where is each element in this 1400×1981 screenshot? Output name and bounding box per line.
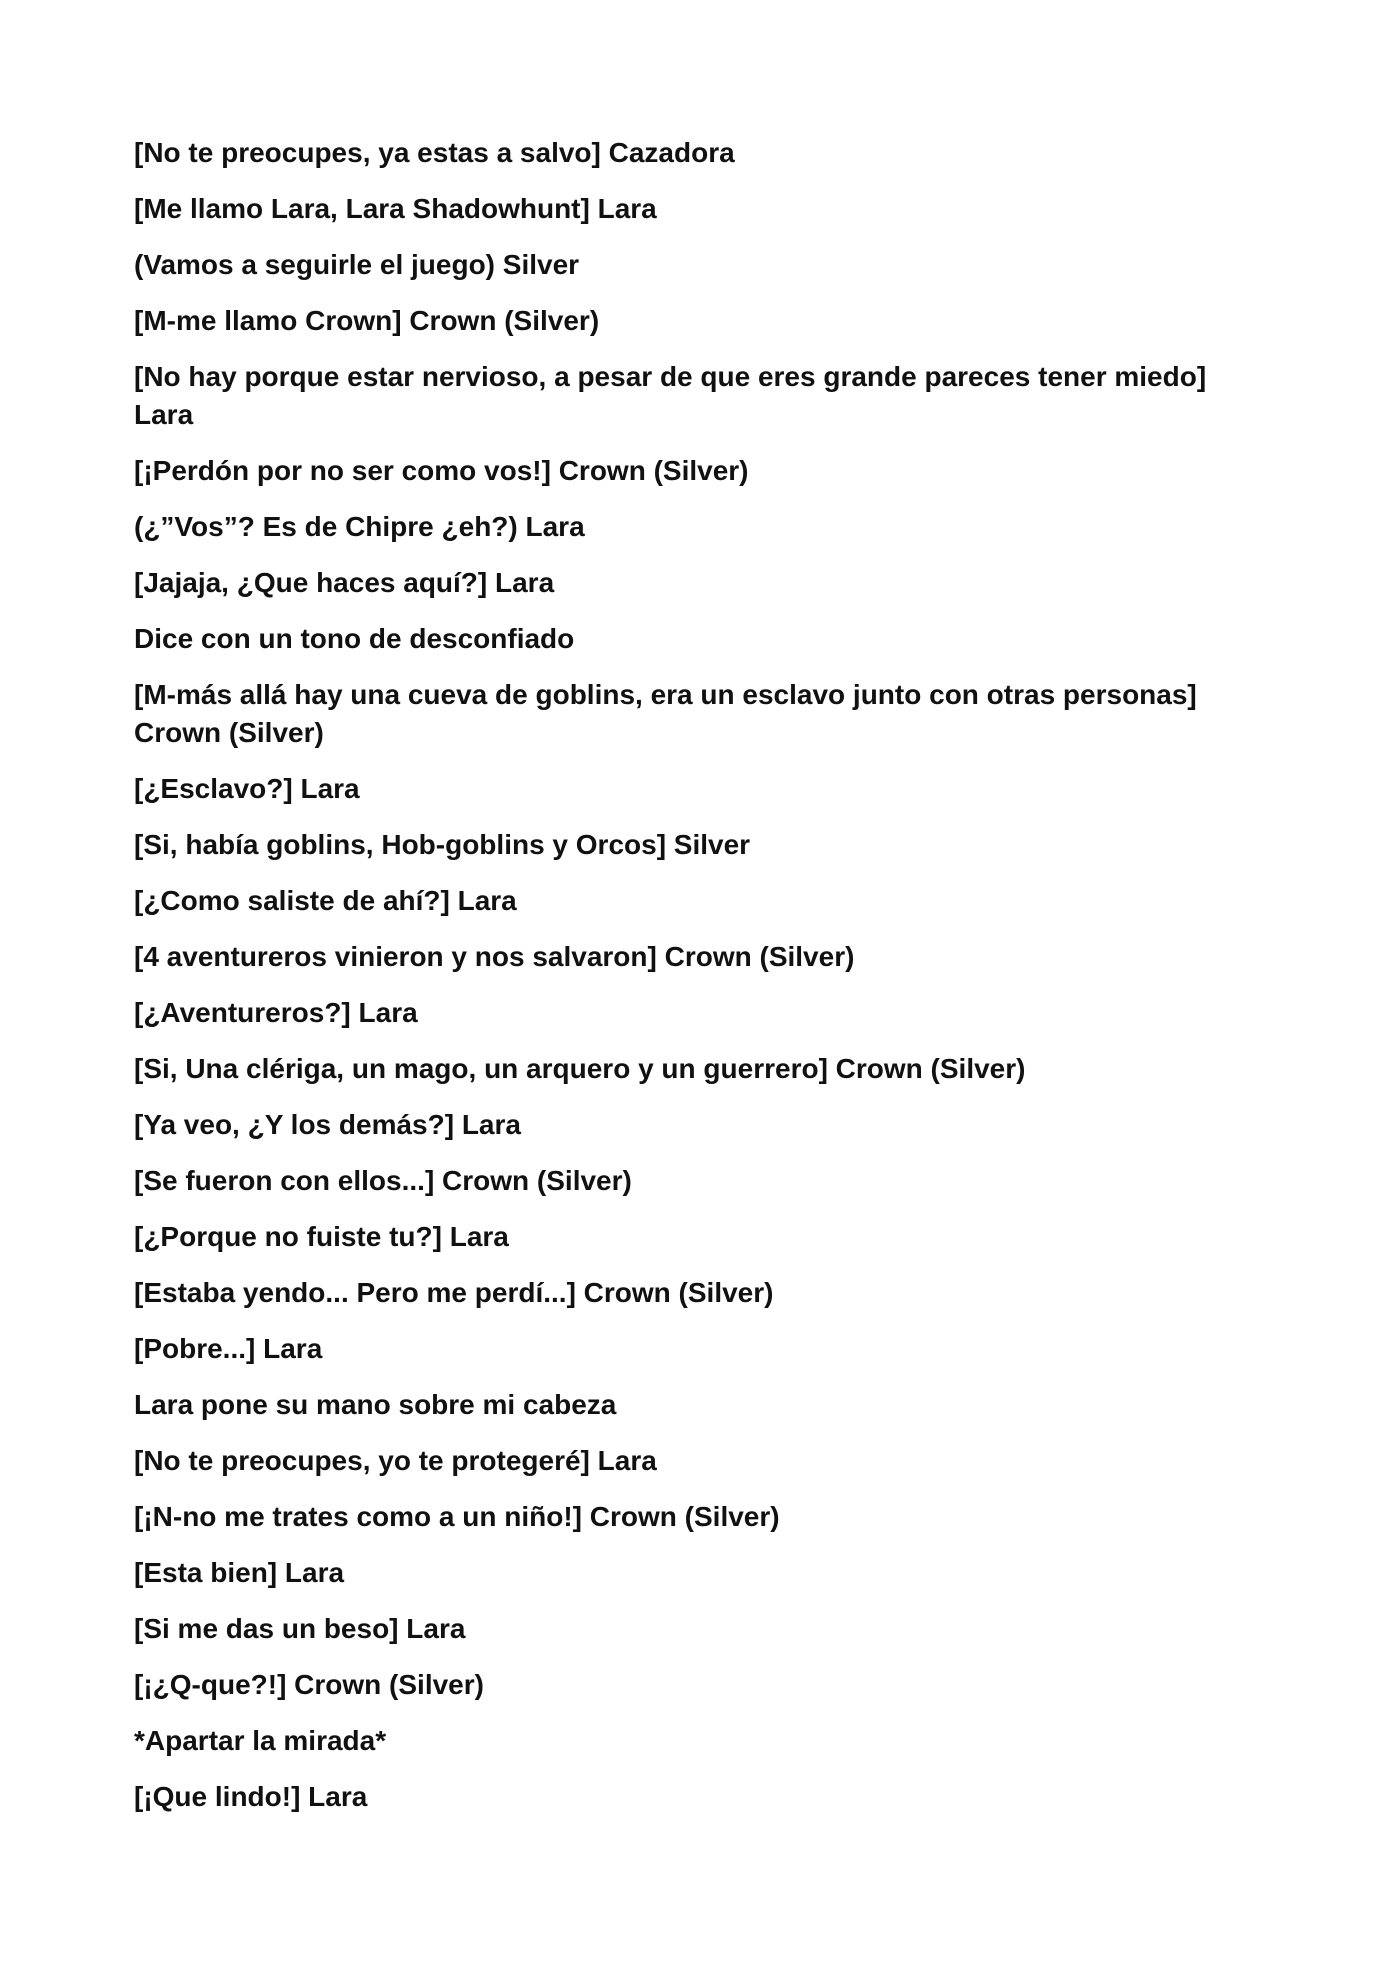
dialogue-line: [¡Perdón por no ser como vos!] Crown (Silver) — [134, 455, 749, 486]
dialogue-line: [No te preocupes, ya estas a salvo] Cazadora — [134, 137, 735, 168]
dialogue-line: (¿”Vos”? Es de Chipre ¿eh?) Lara — [134, 511, 585, 542]
narration-line: Lara pone su mano sobre mi cabeza — [134, 1389, 617, 1420]
dialogue-line: [¡N-no me trates como a un niño!] Crown (Silver) — [134, 1501, 780, 1532]
dialogue-line: [¿Esclavo?] Lara — [134, 773, 360, 804]
action-line: *Apartar la mirada* — [134, 1725, 387, 1756]
dialogue-line: [M-más allá hay una cueva de goblins, era un esclavo junto con otras personas] Crown (Silver) — [134, 679, 1197, 748]
dialogue-line: [Si, Una clériga, un mago, un arquero y un guerrero] Crown (Silver) — [134, 1053, 1026, 1084]
dialogue-line: [M-me llamo Crown] Crown (Silver) — [134, 305, 600, 336]
dialogue-line: [¿Como saliste de ahí?] Lara — [134, 885, 517, 916]
dialogue-line: [Pobre...] Lara — [134, 1333, 323, 1364]
dialogue-line: [¡Que lindo!] Lara — [134, 1781, 368, 1812]
dialogue-line: [No te preocupes, yo te protegeré] Lara — [134, 1445, 657, 1476]
dialogue-line: [¿Porque no fuiste tu?] Lara — [134, 1221, 509, 1252]
dialogue-line: [4 aventureros vinieron y nos salvaron] Crown (Silver) — [134, 941, 855, 972]
dialogue-line: [Jajaja, ¿Que haces aquí?] Lara — [134, 567, 555, 598]
dialogue-line: [Ya veo, ¿Y los demás?] Lara — [134, 1109, 521, 1140]
dialogue-line: [Si me das un beso] Lara — [134, 1613, 466, 1644]
dialogue-line: [Esta bien] Lara — [134, 1557, 345, 1588]
dialogue-line: [Se fueron con ellos...] Crown (Silver) — [134, 1165, 632, 1196]
dialogue-line: [Si, había goblins, Hob-goblins y Orcos] Silver — [134, 829, 751, 860]
narration-line: Dice con un tono de desconfiado — [134, 623, 575, 654]
dialogue-line: [¡¿Q-que?!] Crown (Silver) — [134, 1669, 484, 1700]
dialogue-line: [¿Aventureros?] Lara — [134, 997, 418, 1028]
dialogue-line: (Vamos a seguirle el juego) Silver — [134, 249, 580, 280]
dialogue-line: [No hay porque estar nervioso, a pesar de que eres grande pareces tener miedo] Lara — [134, 361, 1207, 430]
dialogue-line: [Me llamo Lara, Lara Shadowhunt] Lara — [134, 193, 657, 224]
document-body — [134, 134, 1264, 1834]
dialogue-line: [Estaba yendo... Pero me perdí...] Crown (Silver) — [134, 1277, 774, 1308]
